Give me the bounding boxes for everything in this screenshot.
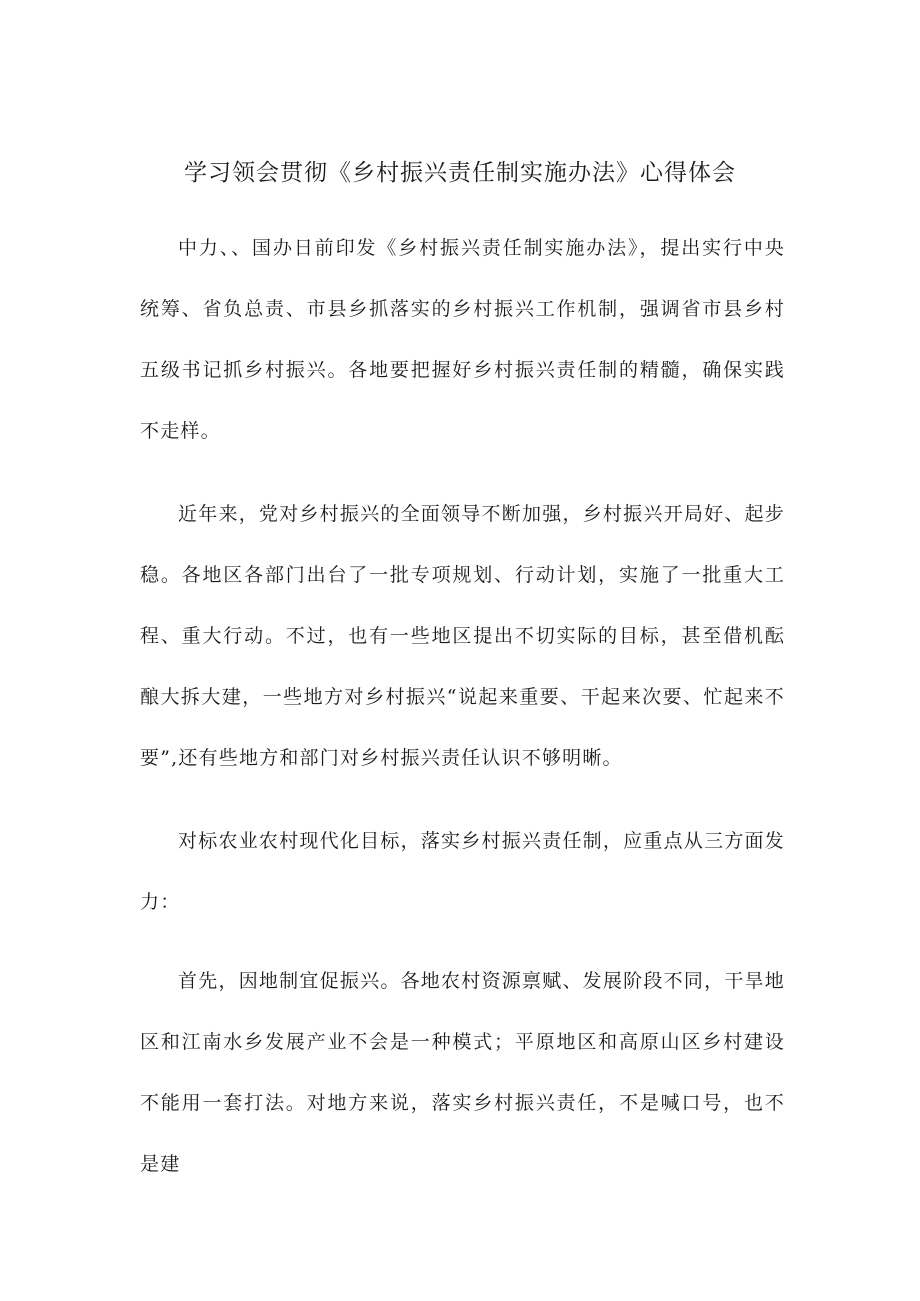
paragraph-1: 中力、、国办日前印发《乡村振兴责任制实施办法》，提出实行中央统筹、省负总责、市县乡抓落实的乡村振兴工作机制，强调省市县乡村五级书记抓乡村振兴。各地要把握好乡村振兴责任制的精髓，确保实践不走样。 — [140, 237, 785, 442]
paragraph-2: 近年来，党对乡村振兴的全面领导不断加强，乡村振兴开局好、起步稳。各地区各部门出台了一批专项规划、行动计划，实施了一批重大工程、重大行动。不过，也有一些地区提出不切实际的目标，甚至借机酝酿大拆大建，一些地方对乡村振兴“说起来重要、干起来次要、忙起来不要”,还有些地方和部门对乡村振兴责任认识不够明晰。 — [140, 503, 785, 769]
document-title: 学习领会贯彻《乡村振兴责任制实施办法》心得体会 — [184, 160, 736, 186]
paragraph-3: 对标农业农村现代化目标，落实乡村振兴责任制，应重点从三方面发力： — [140, 830, 785, 913]
paragraph-4: 首先，因地制宜促振兴。各地农村资源禀赋、发展阶段不同，干旱地区和江南水乡发展产业不会是一种模式；平原地区和高原山区乡村建设不能用一套打法。对地方来说，落实乡村振兴责任，不是喊口号，也不是建 — [140, 970, 785, 1175]
